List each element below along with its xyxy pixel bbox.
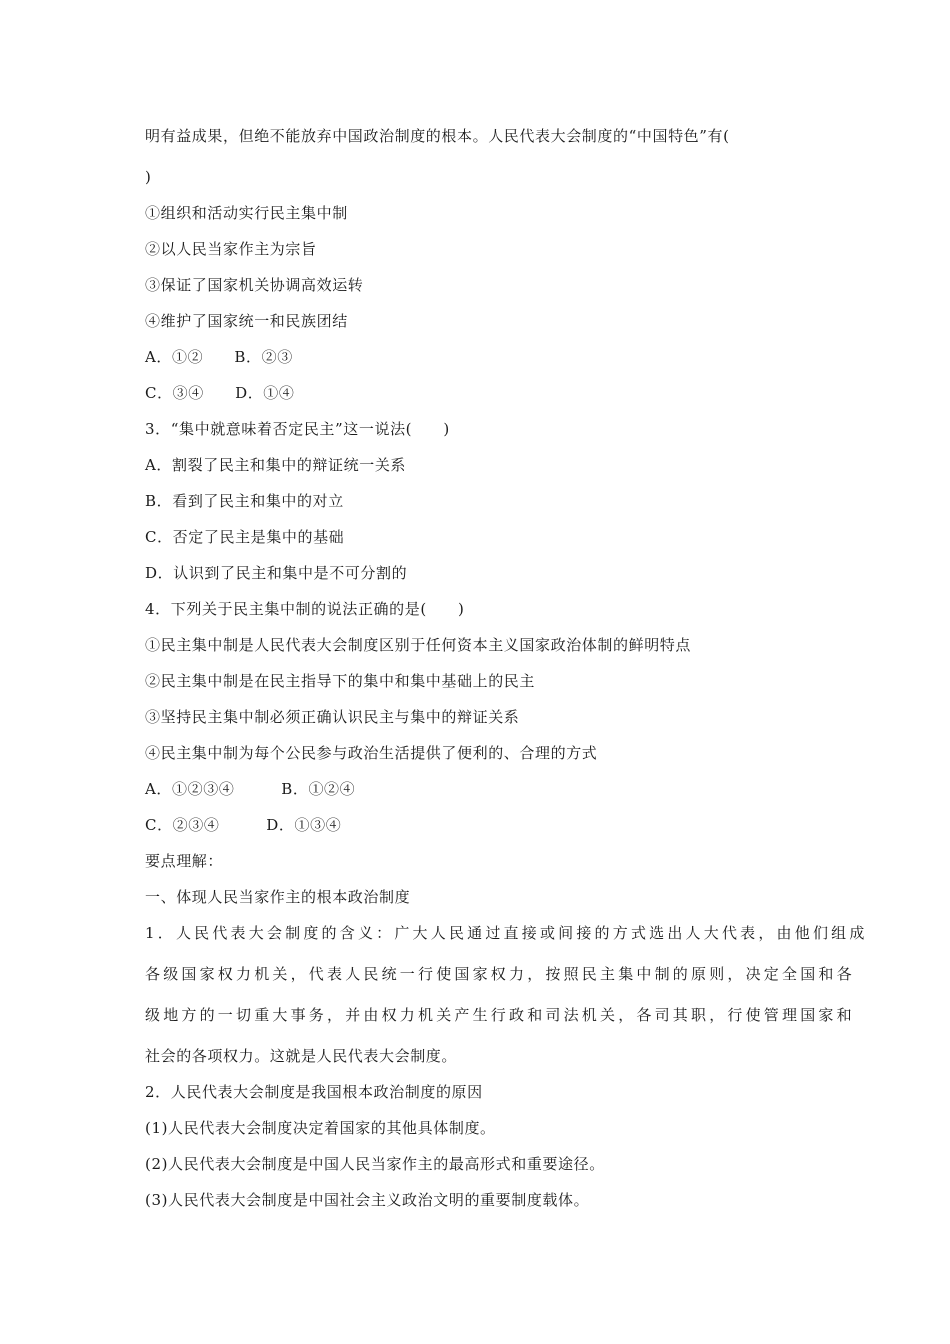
option-line: ②以人民当家作主为宗旨 (145, 240, 317, 258)
answer-choices: C．②③④ D．①③④ (145, 816, 342, 834)
paragraph-line: 各级国家权力机关，代表人民统一行使国家权力，按照民主集中制的原则，决定全国和各 (145, 965, 855, 983)
question-4: 4．下列关于民主集中制的说法正确的是( ) (145, 600, 465, 618)
option-line: ②民主集中制是在民主指导下的集中和集中基础上的民主 (145, 672, 536, 690)
answer-choice: D．认识到了民主和集中是不可分割的 (145, 564, 408, 582)
section-heading: 要点理解： (145, 852, 224, 870)
answer-choice: C．否定了民主是集中的基础 (145, 528, 345, 546)
paragraph-line: 社会的各项权力。这就是人民代表大会制度。 (145, 1047, 458, 1065)
list-item: (1)人民代表大会制度决定着国家的其他具体制度。 (145, 1119, 496, 1137)
paragraph-line: 级地方的一切重大事务，并由权力机关产生行政和司法机关，各司其职，行使管理国家和 (145, 1006, 855, 1024)
text-line: 明有益成果，但绝不能放弃中国政治制度的根本。人民代表大会制度的“中国特色”有( (145, 127, 730, 145)
text-line: ) (145, 168, 152, 186)
question-3: 3．“集中就意味着否定民主”这一说法( ) (145, 420, 450, 438)
option-line: ①组织和活动实行民主集中制 (145, 204, 348, 222)
option-line: ①民主集中制是人民代表大会制度区别于任何资本主义国家政治体制的鲜明特点 (145, 636, 692, 654)
paragraph-line: 1．人民代表大会制度的含义：广大人民通过直接或间接的方式选出人大代表，由他们组成 (145, 924, 868, 942)
option-line: ④民主集中制为每个公民参与政治生活提供了便利的、合理的方式 (145, 744, 598, 762)
answer-choice: B．看到了民主和集中的对立 (145, 492, 344, 510)
section-heading: 一、体现人民当家作主的根本政治制度 (145, 888, 411, 906)
list-item: (3)人民代表大会制度是中国社会主义政治文明的重要制度载体。 (145, 1191, 590, 1209)
option-line: ③坚持民主集中制必须正确认识民主与集中的辩证关系 (145, 708, 520, 726)
answer-choices: A．①② B．②③ (145, 348, 293, 366)
answer-choices: C．③④ D．①④ (145, 384, 295, 402)
option-line: ④维护了国家统一和民族团结 (145, 312, 348, 330)
answer-choice: A．割裂了民主和集中的辩证统一关系 (145, 456, 407, 474)
option-line: ③保证了国家机关协调高效运转 (145, 276, 364, 294)
list-item: (2)人民代表大会制度是中国人民当家作主的最高形式和重要途径。 (145, 1155, 605, 1173)
paragraph-line: 2．人民代表大会制度是我国根本政治制度的原因 (145, 1083, 483, 1101)
answer-choices: A．①②③④ B．①②④ (145, 780, 356, 798)
